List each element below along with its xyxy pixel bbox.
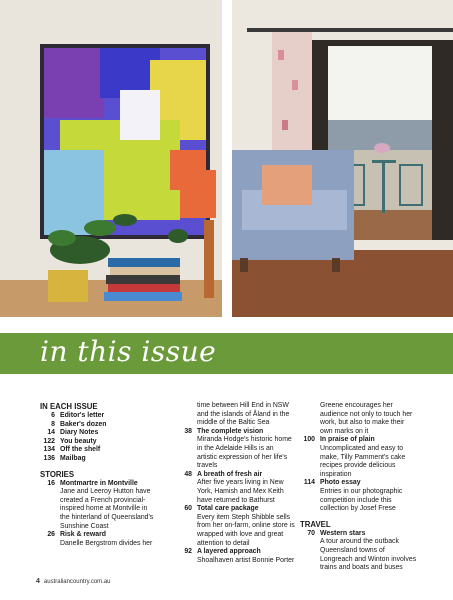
page-number: 26 <box>47 531 55 539</box>
item-description: Uncomplicated and easy to make, Tilly Pamment's cake recipes provide delicious inspiration <box>320 444 406 478</box>
contents-item-continued <box>177 402 295 428</box>
item-description: After five years living in New York, Hamish and Mex Keith have returned to Bathurst <box>197 479 284 504</box>
item-title: Montmartre in Montville <box>60 479 138 487</box>
section-banner <box>0 333 453 374</box>
item-description: Every item Steph Shibble sells from her on-farm, online store is wrapped with love and great attention to detail <box>197 513 295 547</box>
item-title: Mailbag <box>60 454 86 462</box>
item-title: Diary Notes <box>60 429 99 437</box>
item-title: Off the shelf <box>60 446 101 454</box>
item-title: Baker's dozen <box>60 420 107 428</box>
item-description: Jane and Leeroy Hutton have created a French provincial-inspired home at Montville in the hinterland of Queensland's Sunshine Coast <box>60 488 154 530</box>
item-title: Western stars <box>320 529 366 537</box>
item-title: A layered approach <box>197 548 261 556</box>
contents-item[interactable] <box>177 505 295 548</box>
contents-item[interactable] <box>40 438 155 447</box>
page-number: 114 <box>303 479 315 487</box>
contents-item[interactable] <box>40 455 155 464</box>
contents-item[interactable] <box>177 428 295 471</box>
item-title: You beauty <box>60 437 97 445</box>
page-number: 14 <box>47 429 55 437</box>
item-title: In praise of plain <box>320 436 375 444</box>
item-title: Photo essay <box>320 479 361 487</box>
page-number: 38 <box>184 427 192 435</box>
contents-item[interactable] <box>40 421 155 430</box>
item-description: A tour around the outback Queensland towns of Longreach and Winton involves trains and boats and buses <box>320 538 417 572</box>
contents-item[interactable] <box>40 531 155 548</box>
page-number: 48 <box>184 470 192 478</box>
item-title: The complete vision <box>197 427 264 435</box>
footer-website: australiancountry.com.au <box>43 579 111 585</box>
banner-title: in this issue <box>40 335 217 368</box>
page-number: 136 <box>43 454 55 462</box>
item-title: A breath of fresh air <box>197 470 263 478</box>
item-title: Risk & reward <box>60 531 106 539</box>
contents-column-1 <box>40 402 155 548</box>
contents-item[interactable] <box>40 429 155 438</box>
interior-photo-left <box>0 0 222 317</box>
contents-column-3 <box>300 402 418 573</box>
page-number: 60 <box>184 505 192 513</box>
continued-description: time between Hill End in NSW and the islands of Åland in the middle of the Baltic Sea <box>197 402 290 427</box>
contents-item[interactable] <box>40 480 155 532</box>
item-title: Editor's letter <box>60 412 105 419</box>
section-heading-in-each-issue: IN EACH ISSUE <box>40 402 98 411</box>
continued-description: Greene encourages her audience not only to touch her work, but also to make their own marks on it <box>320 402 413 435</box>
contents-item-continued <box>300 402 418 436</box>
page-number: 122 <box>43 437 55 445</box>
footer-page-number: 4 <box>36 578 40 585</box>
item-description: Shoalhaven artist Bonnie Porter <box>197 556 295 564</box>
item-description: Entries in our photographic competition include this collection by Josef Frese <box>320 487 403 513</box>
page-number: 70 <box>307 529 315 537</box>
contents-item[interactable] <box>300 436 418 479</box>
section-heading-stories: STORIES <box>40 469 75 479</box>
interior-photo-right <box>232 0 453 317</box>
item-description: Danelle Bergstrom divides her <box>60 539 153 547</box>
page-footer <box>36 578 111 585</box>
item-title: Total care package <box>197 505 259 513</box>
contents-item[interactable] <box>300 530 418 573</box>
contents-item[interactable] <box>40 446 155 455</box>
page-number: 100 <box>303 436 315 444</box>
page-number: 6 <box>51 412 55 419</box>
contents-item[interactable] <box>177 548 295 565</box>
contents-item[interactable] <box>177 471 295 505</box>
photo-painting-interior <box>0 0 222 317</box>
contents-column-2 <box>177 402 295 565</box>
page-number: 16 <box>47 479 55 487</box>
page-number: 8 <box>51 420 55 428</box>
page-number: 92 <box>184 548 192 556</box>
contents-item[interactable] <box>40 412 155 421</box>
contents-item[interactable] <box>300 479 418 513</box>
page-number: 134 <box>43 446 55 454</box>
item-description: Miranda Hodge's historic home in the Adelaide Hills is an artistic expression of her life's travels <box>197 436 292 470</box>
section-heading-travel: TRAVEL <box>300 519 331 529</box>
photo-armchair-balcony <box>232 0 453 317</box>
